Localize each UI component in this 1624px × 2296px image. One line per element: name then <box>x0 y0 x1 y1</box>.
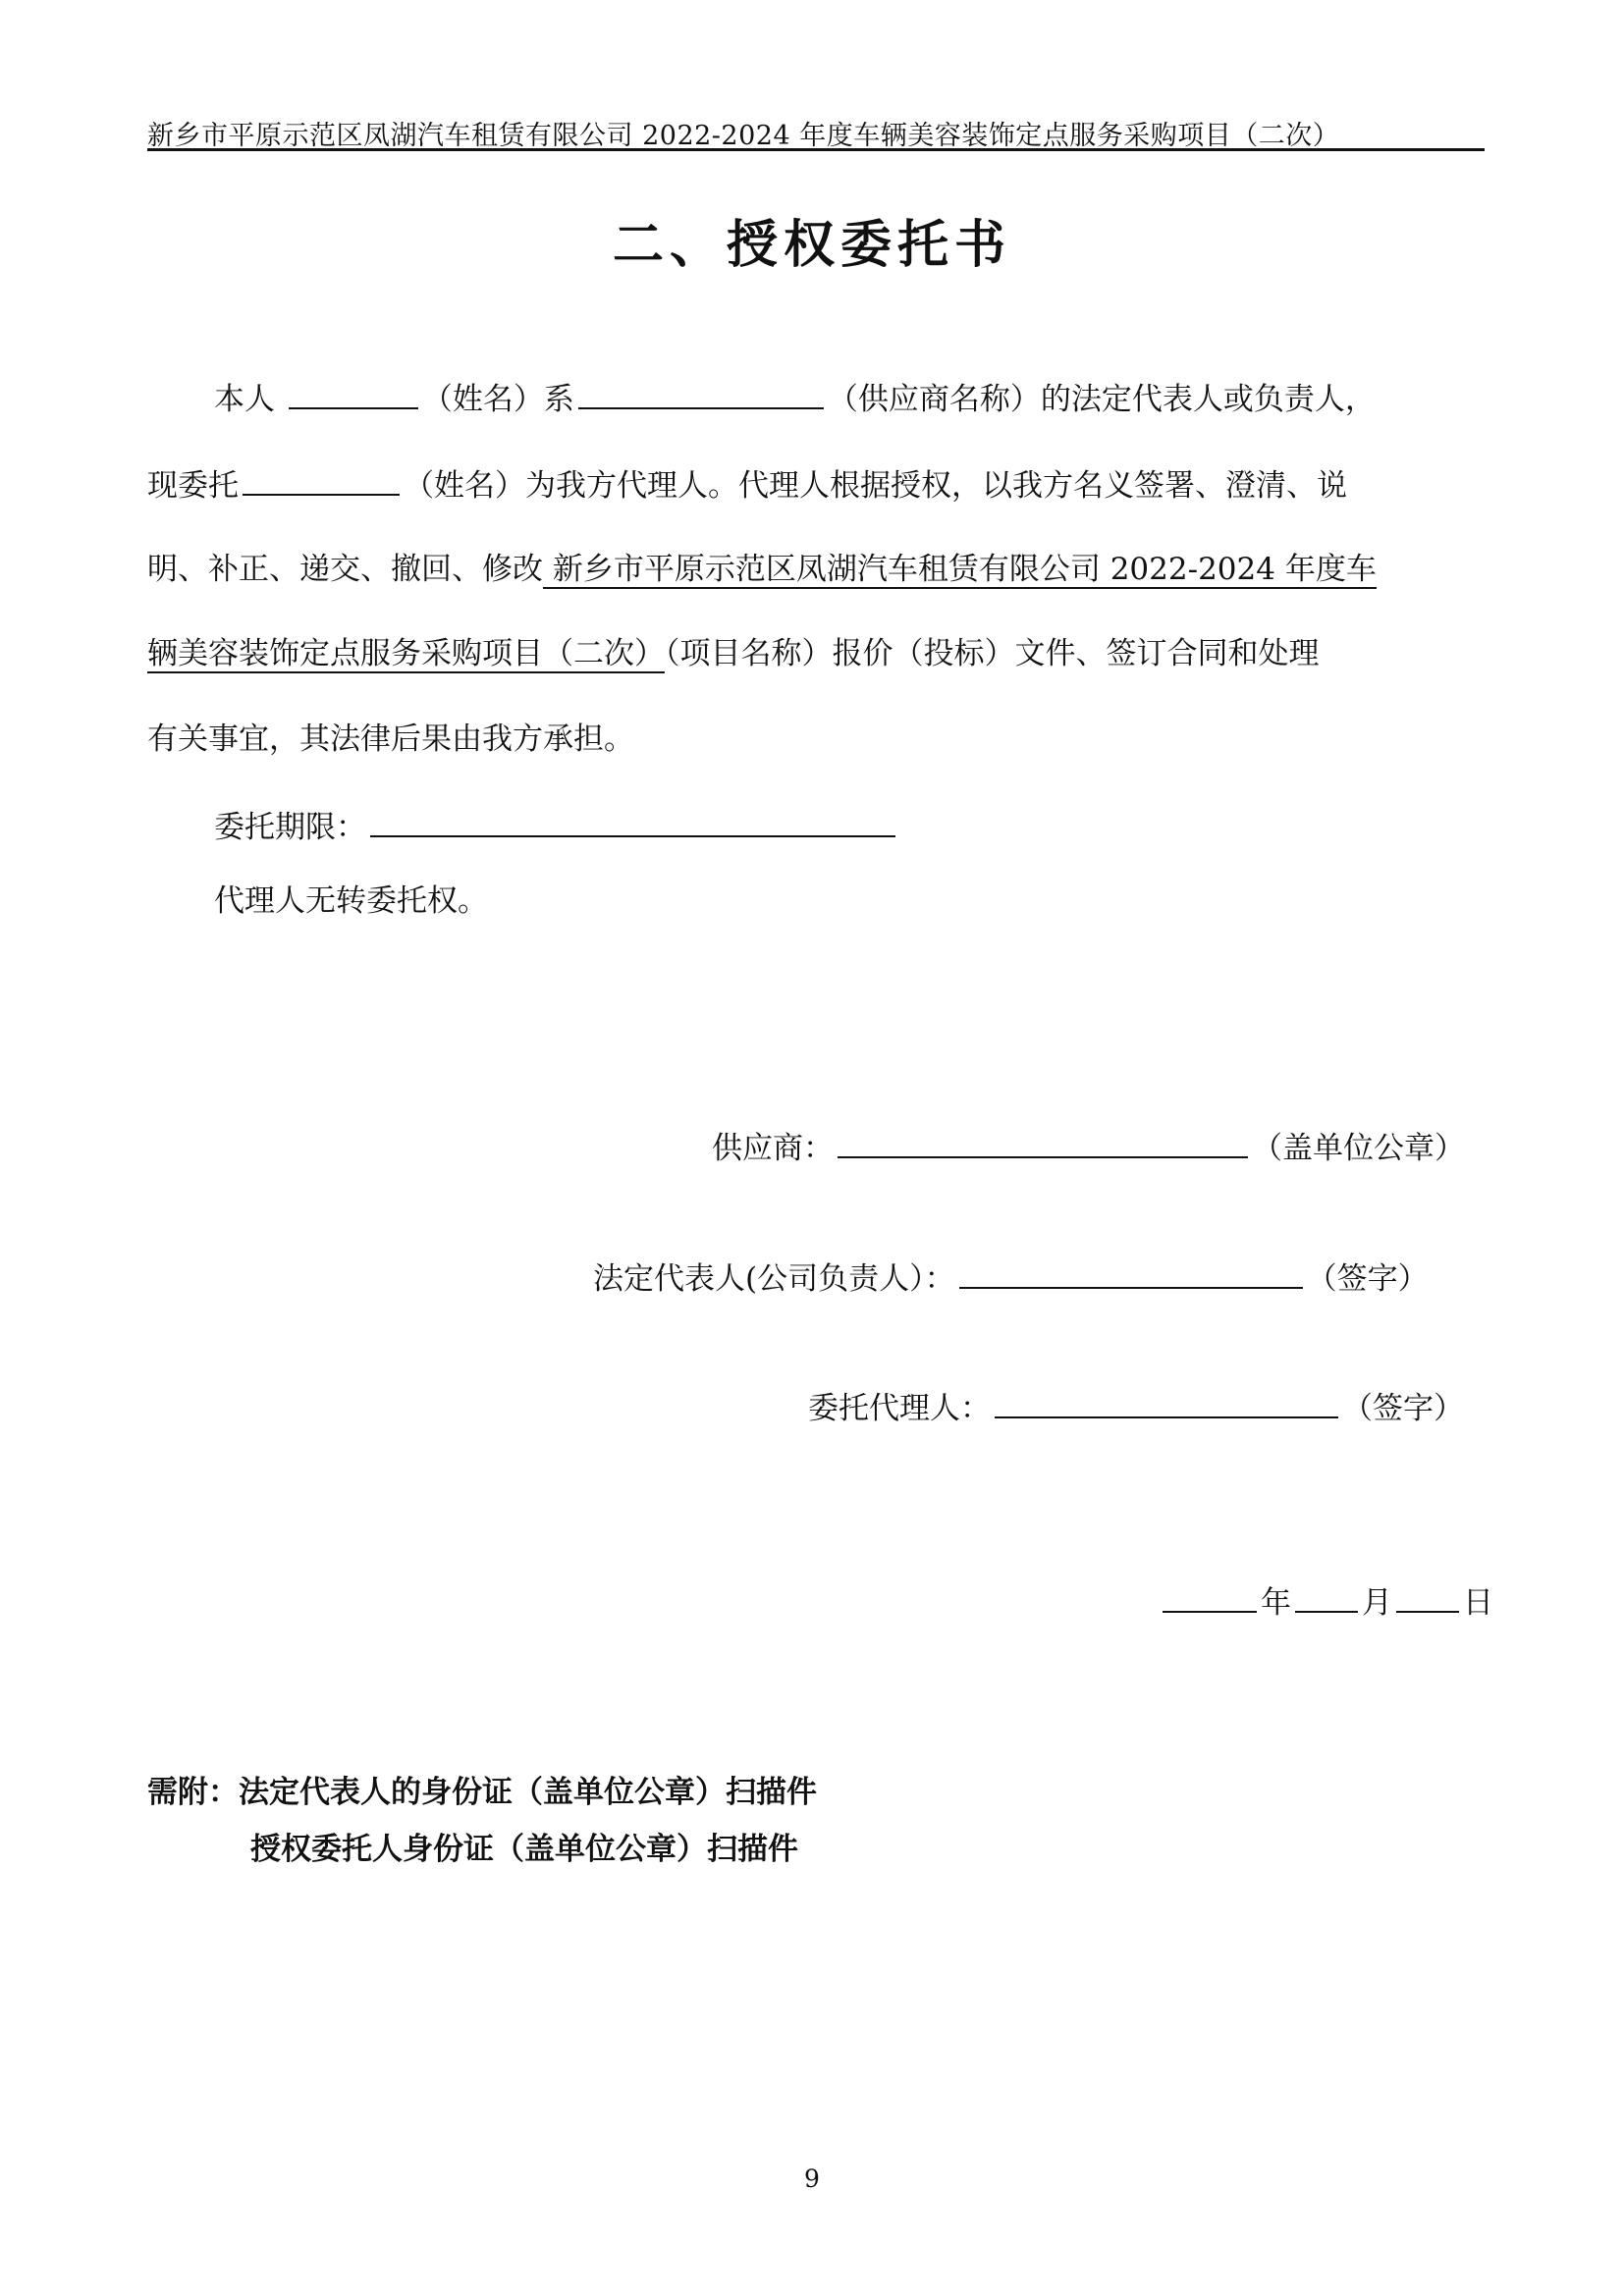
supplier-name-blank[interactable] <box>578 378 824 409</box>
agent-label: 委托代理人： <box>808 1391 991 1426</box>
text-principal: 本人 <box>214 382 275 417</box>
no-subdelegation-line <box>214 881 488 921</box>
text-project-suffix: （项目名称）报价（投标）文件、签订合同和处理 <box>665 636 1320 671</box>
supplier-seal-blank[interactable] <box>838 1127 1248 1158</box>
agent-note: （签字） <box>1342 1391 1464 1426</box>
month-blank[interactable] <box>1295 1581 1358 1613</box>
supplier-note: （盖单位公章） <box>1252 1131 1465 1166</box>
month-label: 月 <box>1362 1585 1392 1621</box>
body-line-2 <box>147 464 1347 506</box>
supplier-label: 供应商： <box>712 1131 834 1166</box>
year-label: 年 <box>1261 1585 1291 1621</box>
legal-rep-note: （签字） <box>1306 1261 1429 1297</box>
text-supplier-suffix: （供应商名称）的法定代表人或负责人， <box>827 382 1376 417</box>
text-actions: 明、补正、递交、撤回、修改 <box>147 552 543 587</box>
legal-rep-label: 法定代表人(公司负责人）： <box>593 1261 955 1297</box>
attachment-line-2: 授权委托人身份证（盖单位公章）扫描件 <box>250 1832 798 1867</box>
text-entrust: 现委托 <box>147 468 239 504</box>
text-name-suffix: （姓名）系 <box>421 382 574 417</box>
no-subdelegation-text: 代理人无转委托权。 <box>214 883 488 919</box>
legal-rep-signature-blank[interactable] <box>959 1257 1303 1289</box>
page-title: 二、授权委托书 <box>612 216 1011 275</box>
project-name-underlined-2: 辆美容装饰定点服务采购项目（二次） <box>147 636 665 671</box>
body-line-5 <box>147 720 634 759</box>
header-divider <box>147 148 1485 151</box>
document-header: 新乡市平原示范区凤湖汽车租赁有限公司 2022-2024 年度车辆美容装饰定点服务采购项目（二次） <box>147 121 1340 151</box>
legal-rep-signature-line <box>593 1257 1429 1299</box>
agent-name-blank[interactable] <box>243 464 400 496</box>
body-line-3 <box>147 550 1377 589</box>
body-line-1 <box>214 378 1376 419</box>
term-label: 委托期限： <box>214 810 366 845</box>
term-line <box>214 806 899 847</box>
page-number: 9 <box>804 2164 820 2193</box>
supplier-signature-line <box>712 1127 1465 1168</box>
day-blank[interactable] <box>1396 1581 1459 1613</box>
text-agent-role: （姓名）为我方代理人。代理人根据授权，以我方名义签署、澄清、说 <box>404 468 1347 504</box>
agent-signature-blank[interactable] <box>995 1387 1338 1418</box>
year-blank[interactable] <box>1163 1581 1257 1613</box>
body-line-4 <box>147 634 1320 673</box>
date-line <box>1159 1581 1493 1623</box>
text-consequence: 有关事宜，其法律后果由我方承担。 <box>147 721 634 757</box>
agent-signature-line <box>808 1387 1464 1428</box>
term-blank[interactable] <box>370 806 895 837</box>
principal-name-blank[interactable] <box>289 378 418 409</box>
day-label: 日 <box>1463 1585 1493 1621</box>
attachment-line-1: 需附：法定代表人的身份证（盖单位公章）扫描件 <box>147 1775 817 1810</box>
project-name-underlined-1: 新乡市平原示范区凤湖汽车租赁有限公司 2022-2024 年度车 <box>543 552 1377 587</box>
